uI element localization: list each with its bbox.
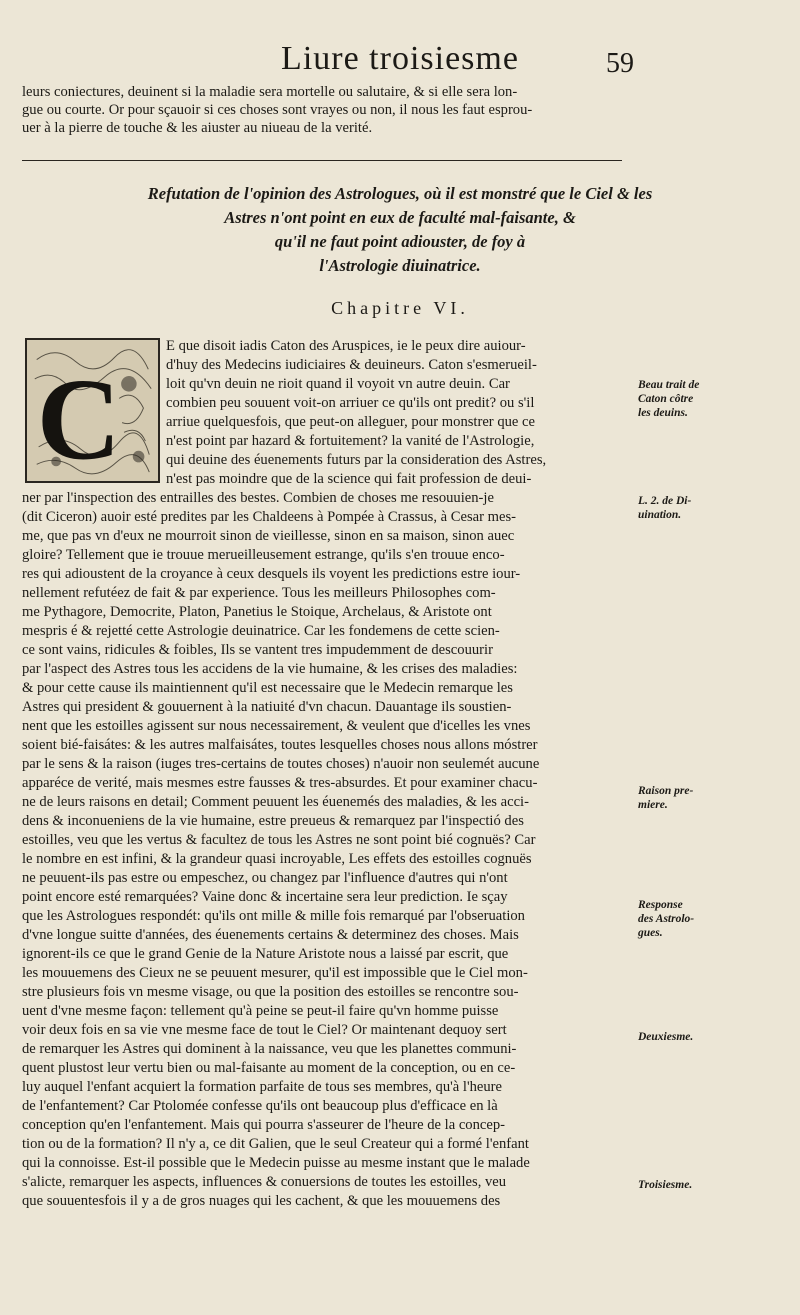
margin-note-line: Deuxiesme. xyxy=(638,1031,694,1043)
body-line: dens & inconueniens de la vie humaine, estre preueus & remarquez par l'inspectió des xyxy=(22,813,524,829)
body-line: E que disoit iadis Caton des Aruspices, ie le peux dire auiour- xyxy=(166,338,526,354)
margin-note-response xyxy=(638,898,798,940)
body-line: quent plustost leur vertu bien ou mal-faisante au moment de la conception, ou en ce- xyxy=(22,1060,516,1076)
body-line: par le sens & la raison (iuges tres-certains de toutes choses) n'auoir non seulemét aucune xyxy=(22,756,540,772)
body-line: mespris é & rejetté cette Astrologie deuinatrice. Car les fondemens de cette scien- xyxy=(22,623,500,639)
chapter-title: Chapitre VI. xyxy=(331,298,469,318)
body-line: tion ou de la formation? Il n'y a, ce dit Galien, que le seul Createur qui a formé l'enfant xyxy=(22,1136,529,1152)
margin-note-line: Beau trait de xyxy=(638,379,700,391)
folio-number: 59 xyxy=(606,48,634,79)
body-line: le nombre en est infini, & la grandeur quasi incroyable, Les effets des estoilles cognuës xyxy=(22,851,532,867)
body-line: n'est point par hazard & fortuitement? la vanité de l'Astrologie, xyxy=(166,433,535,449)
body-line: que souuentesfois il y a de gros nuages qui les cachent, & que les mouuemens des xyxy=(22,1193,501,1209)
body-line: qui la connoisse. Est-il possible que le Medecin puisse au mesme instant que le malade xyxy=(22,1155,530,1171)
body-line: voir deux fois en sa vie vne mesme face de tout le Ciel? Or maintenant dequoy sert xyxy=(22,1022,507,1038)
body-line: estoilles, veu que les vertus & facultez de tous les Astres ne sont point bié cognuës? Car xyxy=(22,832,536,848)
body-line: de l'enfantement? Car Ptolomée confesse qu'ils ont beaucoup plus d'efficace en là xyxy=(22,1098,498,1114)
body-line: conception qu'en l'enfantement. Mais qui pourra s'asseurer de l'heure de la concep- xyxy=(22,1117,506,1133)
body-line: res qui adioustent de la croyance à ceux desquels ils voyent les predictions estre iour- xyxy=(22,566,521,582)
body-line: s'alicte, remarquer les aspects, influences & conuersions de toutes les estoilles, veu xyxy=(22,1174,507,1190)
margin-note-line: les deuins. xyxy=(638,407,688,419)
section-heading-line: l'Astrologie diuinatrice. xyxy=(319,256,481,275)
body-line: nent que les estoilles agissent sur nous necessairement, & veulent que d'icelles les vnes xyxy=(22,718,531,734)
margin-note-line: Caton côtre xyxy=(638,393,694,405)
body-line: & pour cette cause ils maintiennent qu'il est necessaire que le Medecin remarque les xyxy=(22,680,513,696)
body-line: ner par l'inspection des entrailles des bestes. Combien de choses me resouuien-je xyxy=(22,490,494,506)
body-line: loit qu'vn deuin ne rioit quand il voyoit vn autre deuin. Car xyxy=(166,376,510,392)
section-heading-line: qu'il ne faut point adiouster, de foy à xyxy=(274,232,526,251)
intro-line: uer à la pierre de touche & les aiuster au niueau de la verité. xyxy=(22,120,373,136)
body-line: par l'aspect des Astres tous les accidens de la vie humaine, & les crises des maladies: xyxy=(22,661,518,677)
margin-note-line: miere. xyxy=(638,799,668,811)
body-line: stre plusieurs fois vn mesme visage, ou que la position des estoilles se rencontre sou- xyxy=(22,984,519,1000)
margin-note-line: uination. xyxy=(638,509,682,521)
margin-note-line: gues. xyxy=(638,927,663,939)
body-line: me, que pas vn d'eux ne mourroit sinon de vieillesse, sinon en sa maison, sinon auec xyxy=(22,528,515,544)
section-heading-line: Astres n'ont point en eux de faculté mal-faisante, & xyxy=(224,208,576,227)
margin-note-ciceron xyxy=(638,494,798,522)
body-line: apparéce de verité, mais mesmes estre fausses & tres-absurdes. Et pour examiner chacu- xyxy=(22,775,538,791)
body-line: arriue quelquesfois, que peut-on alleguer, pour monstrer que ce xyxy=(166,414,535,430)
margin-note-deuxiesme xyxy=(638,1030,798,1044)
margin-note-premiere xyxy=(638,784,798,812)
body-line: n'est pas moindre que de la science qui fait profession de deui- xyxy=(166,471,532,487)
section-divider xyxy=(22,160,622,161)
section-heading-line: Refutation de l'opinion des Astrologues, où il est monstré que le Ciel & les xyxy=(147,184,653,203)
initial-letter: C xyxy=(36,355,121,481)
intro-line: gue ou courte. Or pour sçauoir si ces choses sont vrayes ou non, il nous les faut esprou- xyxy=(22,102,533,118)
woodcut-illustration-icon xyxy=(27,340,158,481)
body-line: me Pythagore, Democrite, Platon, Panetius le Stoique, Archelaus, & Aristote ont xyxy=(22,604,492,620)
body-line: Astres qui president & gouuernent à la natiuité d'vn chacun. Dauantage ils soustien- xyxy=(22,699,512,715)
body-line: ignorent-ils ce que le grand Genie de la Nature Aristote nous a laissé par escrit, que xyxy=(22,946,509,962)
body-line: luy auquel l'enfant acquiert la formation parfaite de tous ses membres, qu'à l'heure xyxy=(22,1079,502,1095)
body-line: combien peu souuent voit-on arriuer ce qu'ils ont predit? ou s'il xyxy=(166,395,535,411)
body-line: les mouuemens des Cieux ne se peuuent mesurer, qu'il est impossible que le Ciel mon- xyxy=(22,965,528,981)
body-line: soient bié-faisátes: & les autres malfaisátes, toutes lesquelles choses nous allons móstrer xyxy=(22,737,538,753)
ornamental-initial-c-icon xyxy=(25,338,160,483)
running-title: Liure troisiesme xyxy=(281,40,519,77)
body-line: que les Astrologues respondét: qu'ils ont mille & mille fois remarqué par l'obseruation xyxy=(22,908,525,924)
body-line: d'huy des Medecins iudiciaires & deuineurs. Caton s'esmerueil- xyxy=(166,357,537,373)
margin-note-line: Response xyxy=(638,899,683,911)
body-line: ne de leurs raisons en detail; Comment peuuent les éuenemés des maladies, & les acci- xyxy=(22,794,529,810)
body-line: de remarquer les Astres qui dominent à la naissance, veu que les planettes communi- xyxy=(22,1041,517,1057)
margin-note-line: des Astrolo- xyxy=(638,913,695,925)
body-line: nellement refutéez de fait & par experience. Tous les meilleurs Philosophes com- xyxy=(22,585,496,601)
margin-note-line: Troisiesme. xyxy=(638,1179,693,1191)
body-line: uent d'vne mesme façon: tellement qu'à peine se peut-il faire qu'vn homme puisse xyxy=(22,1003,499,1019)
body-line: d'vne longue suitte d'années, des éuenements certains & determinez des choses. Mais xyxy=(22,927,519,943)
body-line: ce sont vains, ridicules & foibles, Ils se vantent tres impudemment de descouurir xyxy=(22,642,493,658)
body-line: ne peuuent-ils pas estre ou empeschez, ou changez par l'influence d'autres qui n'ont xyxy=(22,870,508,886)
margin-note-troisiesme xyxy=(638,1178,798,1192)
intro-line: leurs coniectures, deuinent si la maladie sera mortelle ou salutaire, & si elle sera lon- xyxy=(22,84,518,100)
body-line: gloire? Tellement que ie trouue merueilleusement estrange, qu'ils s'en trouue enco- xyxy=(22,547,505,563)
margin-note-line: Raison pre- xyxy=(638,785,694,797)
margin-note-line: L. 2. de Di- xyxy=(638,495,692,507)
margin-note-caton xyxy=(638,378,798,420)
body-line: qui deuine des éuenements futurs par la consideration des Astres, xyxy=(166,452,547,468)
body-line: point encore esté remarquées? Vaine donc & incertaine sera leur prediction. Ie sçay xyxy=(22,889,508,905)
body-line: (dit Ciceron) auoir esté predites par les Chaldeens à Pompée à Crassus, à Cesar mes- xyxy=(22,509,517,525)
